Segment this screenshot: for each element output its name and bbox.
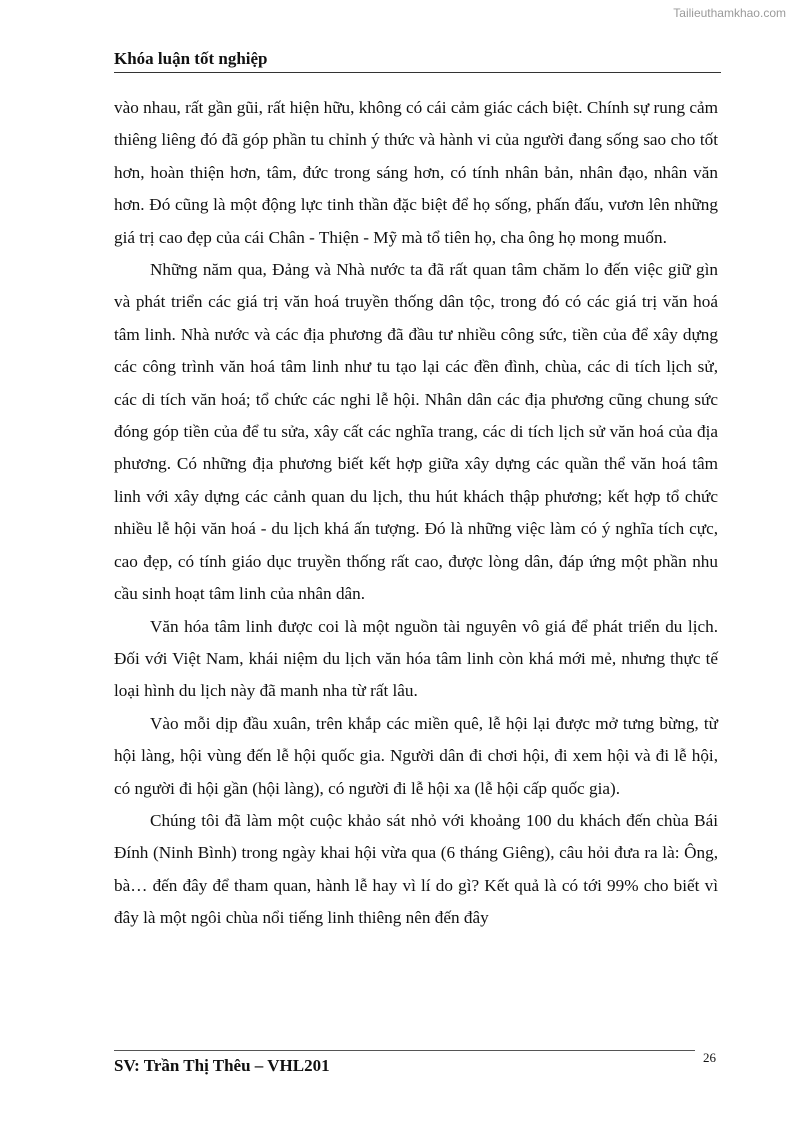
- header-divider: [114, 72, 721, 73]
- page-number: 26: [703, 1050, 716, 1065]
- paragraph: Vào mỗi dịp đầu xuân, trên khắp các miền quê, lễ hội lại được mở tưng bừng, từ hội làng, hội vùng đến lễ hội quốc gia. Người dân đi chơi hội, đi xem hội và đi lễ hội, có người đi hội gần (hội làng), có người đi lễ hội xa (lễ hội cấp quốc gia).: [114, 713, 718, 798]
- header-title: Khóa luận tốt nghiệp: [114, 49, 268, 68]
- paragraph: Những năm qua, Đảng và Nhà nước ta đã rất quan tâm chăm lo đến việc giữ gìn và phát triển các giá trị văn hoá truyền thống dân tộc, trong đó có các giá trị văn hoá tâm linh. Nhà nước và các địa phương đã đầu tư nhiều công sức, tiền của để xây dựng các công trình văn hoá tâm linh như tu tạo lại các đền đình, chùa, các di tích lịch sử, các di tích văn hoá; tổ chức các nghi lễ hội. Nhân dân các địa phương cũng chung sức đóng góp tiền của để tu sửa, xây cất các nghĩa trang, các di tích lịch sử văn hoá của địa phương. Có những địa phương biết kết hợp giữa xây dựng các quần thể văn hoá tâm linh với xây dựng các cảnh quan du lịch, thu hút khách thập phương; kết hợp tổ chức nhiều lễ hội văn hoá - du lịch khá ấn tượng. Đó là những việc làm có ý nghĩa tích cực, cao đẹp, có tính giáo dục truyền thống rất cao, được lòng dân, đáp ứng một phần nhu cầu sinh hoạt tâm linh của nhân dân.: [114, 260, 718, 604]
- footer-student-name: SV: Trần Thị Thêu – VHL201: [114, 1056, 330, 1075]
- footer-divider: [114, 1050, 695, 1051]
- paragraph: Văn hóa tâm linh được coi là một nguồn tài nguyên vô giá để phát triển du lịch. Đối với Việt Nam, khái niệm du lịch văn hóa tâm linh còn khá mới mẻ, nhưng thực tế loại hình du lịch này đã manh nha từ rất lâu.: [114, 616, 718, 701]
- body-text: [114, 92, 718, 935]
- paragraph: Chúng tôi đã làm một cuộc khảo sát nhỏ với khoảng 100 du khách đến chùa Bái Đính (Ninh Bình) trong ngày khai hội vừa qua (6 tháng Giêng), câu hỏi đưa ra là: Ông, bà… đến đây để tham quan, hành lễ hay vì lí do gì? Kết quả là có tới 99% cho biết vì đây là một ngôi chùa nổi tiếng linh thiêng nên đến đây: [114, 810, 718, 928]
- paragraph: vào nhau, rất gần gũi, rất hiện hữu, không có cái cảm giác cách biệt. Chính sự rung cảm thiêng liêng đó đã góp phần tu chỉnh ý thức và hành vi của người đang sống sao cho tốt hơn, hoàn thiện hơn, tâm, đức trong sáng hơn, có tính nhân bản, nhân đạo, nhân văn hơn. Đó cũng là một động lực tinh thần đặc biệt để họ sống, phấn đấu, vươn lên những giá trị cao đẹp của cái Chân - Thiện - Mỹ mà tổ tiên họ, cha ông họ mong muốn.: [114, 98, 718, 247]
- watermark: Tailieuthamkhao.com: [673, 6, 786, 20]
